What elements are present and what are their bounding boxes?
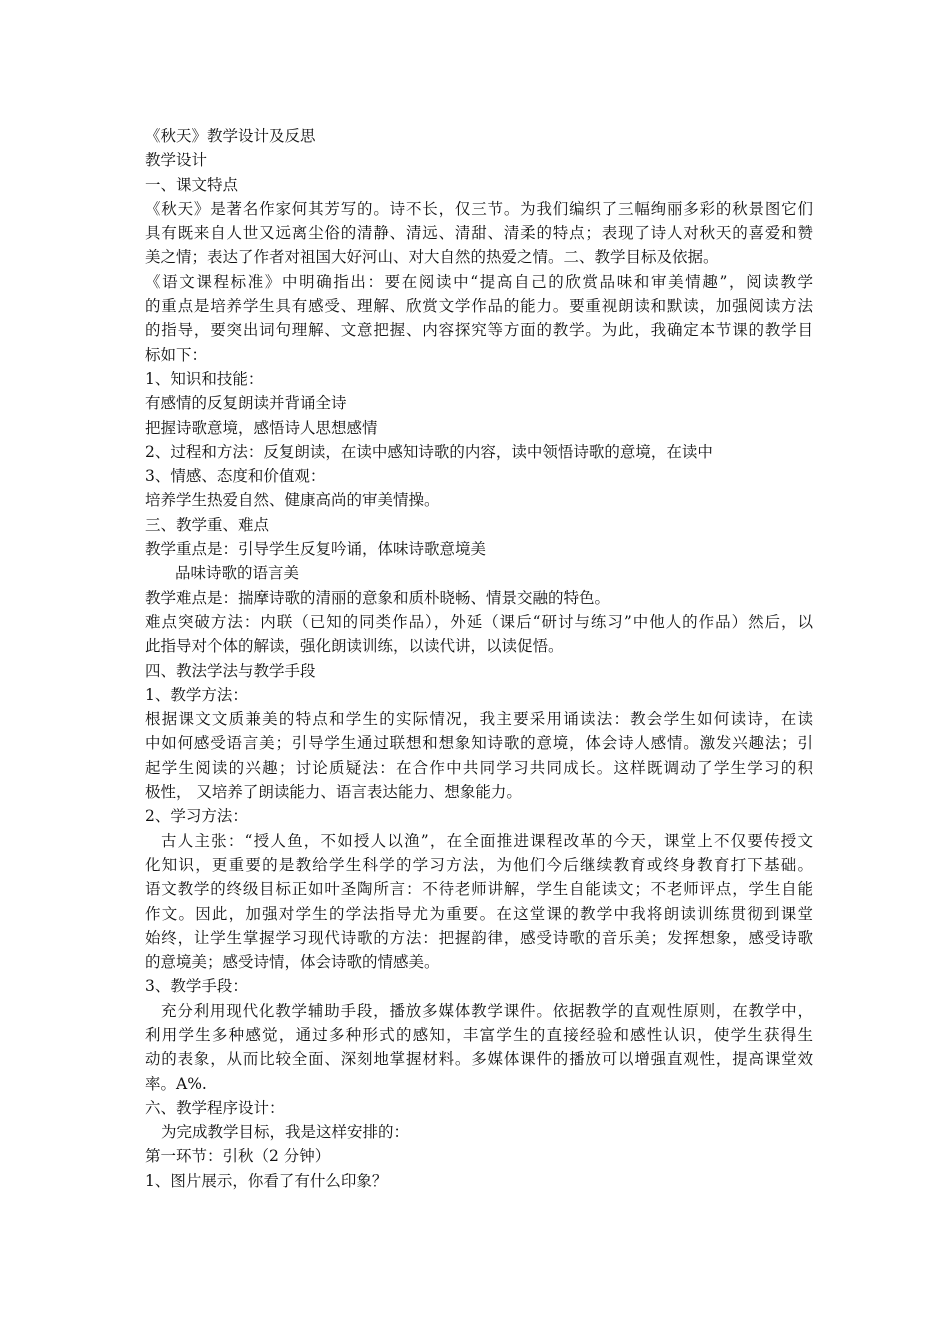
text-line: 教学设计 (145, 151, 208, 170)
text-line: 1、知识和技能： (145, 369, 264, 388)
text-line: 率。A%. (145, 1074, 207, 1093)
text-line: 3、教学手段： (145, 977, 248, 996)
text-line: 标如下： (145, 345, 208, 364)
text-line: 始终，让学生掌握学习现代诗歌的方法：把握韵律，感受诗歌的音乐美；发挥想象，感受诗歌 (145, 928, 813, 947)
text-line: 作文。因此，加强对学生的学法指导尤为重要。在这堂课的教学中我将朗读训练贯彻到课堂 (145, 904, 813, 923)
text-line: 化知识，更重要的是教给学生科学的学习方法，为他们今后继续教育或终身教育打下基础。 (145, 855, 813, 874)
text-line: 三、教学重、难点 (145, 515, 270, 534)
text-line: 充分利用现代化教学辅助手段，播放多媒体教学课件。依据教学的直观性原则，在教学中， (161, 1001, 813, 1020)
text-line: 品味诗歌的语言美 (175, 564, 300, 583)
text-line: 利用学生多种感觉，通过多种形式的感知，丰富学生的直接经验和感性认识，使学生获得生 (145, 1025, 813, 1044)
text-line: 古人主张：“授人鱼，不如授人以渔”，在全面推进课程改革的今天，课堂上不仅要传授文 (161, 831, 813, 850)
text-line: 难点突破方法：内联（已知的同类作品），外延（课后“研讨与练习”中他人的作品）然后，以 (145, 612, 813, 631)
text-line: 美之情；表达了作者对祖国大好河山、对大自然的热爱之情。二、教学目标及依据。 (145, 248, 719, 267)
text-line: 3、情感、态度和价值观： (145, 467, 326, 486)
text-line: 中如何感受语言美；引导学生通过联想和想象知诗歌的意境，体会诗人感情。激发兴趣法；引 (145, 734, 813, 753)
text-line: 此指导对个体的解读，强化朗读训练，以读代讲，以读促悟。 (145, 637, 564, 656)
text-line: 《语文课程标准》中明确指出：要在阅读中“提高自己的欣赏品味和审美情趣”，阅读教学 (145, 272, 813, 291)
text-line: 教学难点是：揣摩诗歌的清丽的意象和质朴晓畅、情景交融的特色。 (145, 588, 611, 607)
document-body (145, 124, 813, 1193)
text-line: 教学重点是：引导学生反复吟诵，体味诗歌意境美 (145, 540, 487, 559)
text-line: 第一环节：引秋（2 分钟） (145, 1147, 331, 1166)
text-line: 有感情的反复朗读并背诵全诗 (145, 394, 347, 413)
text-line: 六、教学程序设计： (145, 1098, 285, 1117)
text-line: 起学生阅读的兴趣；讨论质疑法：在合作中共同学习共同成长。这样既调动了学生学习的积 (145, 758, 813, 777)
text-line: 培养学生热爱自然、健康高尚的审美情操。 (145, 491, 440, 510)
text-line: 极性， 又培养了朗读能力、语言表达能力、想象能力。 (145, 783, 522, 802)
text-line: 2、学习方法： (145, 807, 248, 826)
text-line: 1、教学方法： (145, 685, 248, 704)
text-line: 语文教学的终级目标正如叶圣陶所言：不待老师讲解，学生自能读文；不老师评点，学生自能 (145, 880, 813, 899)
text-line: 把握诗歌意境，感悟诗人思想感情 (145, 418, 378, 437)
text-line: 具有既来自人世又远离尘俗的清静、清远、清甜、清柔的特点；表现了诗人对秋天的喜爱和赞 (145, 224, 813, 243)
text-line: 《秋天》教学设计及反思 (145, 127, 316, 145)
text-line: 2、过程和方法：反复朗读，在读中感知诗歌的内容，读中领悟诗歌的意境，在读中 (145, 442, 713, 461)
text-line: 四、教法学法与教学手段 (145, 661, 316, 680)
text-line: 一、课文特点 (145, 175, 239, 194)
text-line: 动的表象，从而比较全面、深刻地掌握材料。多媒体课件的播放可以增强直观性，提高课堂效 (145, 1050, 813, 1069)
text-line: 《秋天》是著名作家何其芳写的。诗不长，仅三节。为我们编织了三幅绚丽多彩的秋景图它们 (145, 199, 813, 218)
text-line: 的指导，要突出词句理解、文意把握、内容探究等方面的教学。为此，我确定本节课的教学目 (145, 321, 813, 340)
text-line: 根据课文文质兼美的特点和学生的实际情况，我主要采用诵读法：教会学生如何读诗，在读 (145, 710, 813, 729)
text-line: 1、图片展示，你看了有什么印象？ (145, 1171, 388, 1190)
text-line: 的重点是培养学生具有感受、理解、欣赏文学作品的能力。要重视朗读和默读，加强阅读方法 (145, 297, 813, 316)
text-line: 为完成教学目标，我是这样安排的： (161, 1123, 410, 1142)
text-line: 的意境美；感受诗情，体会诗歌的情感美。 (145, 953, 440, 972)
